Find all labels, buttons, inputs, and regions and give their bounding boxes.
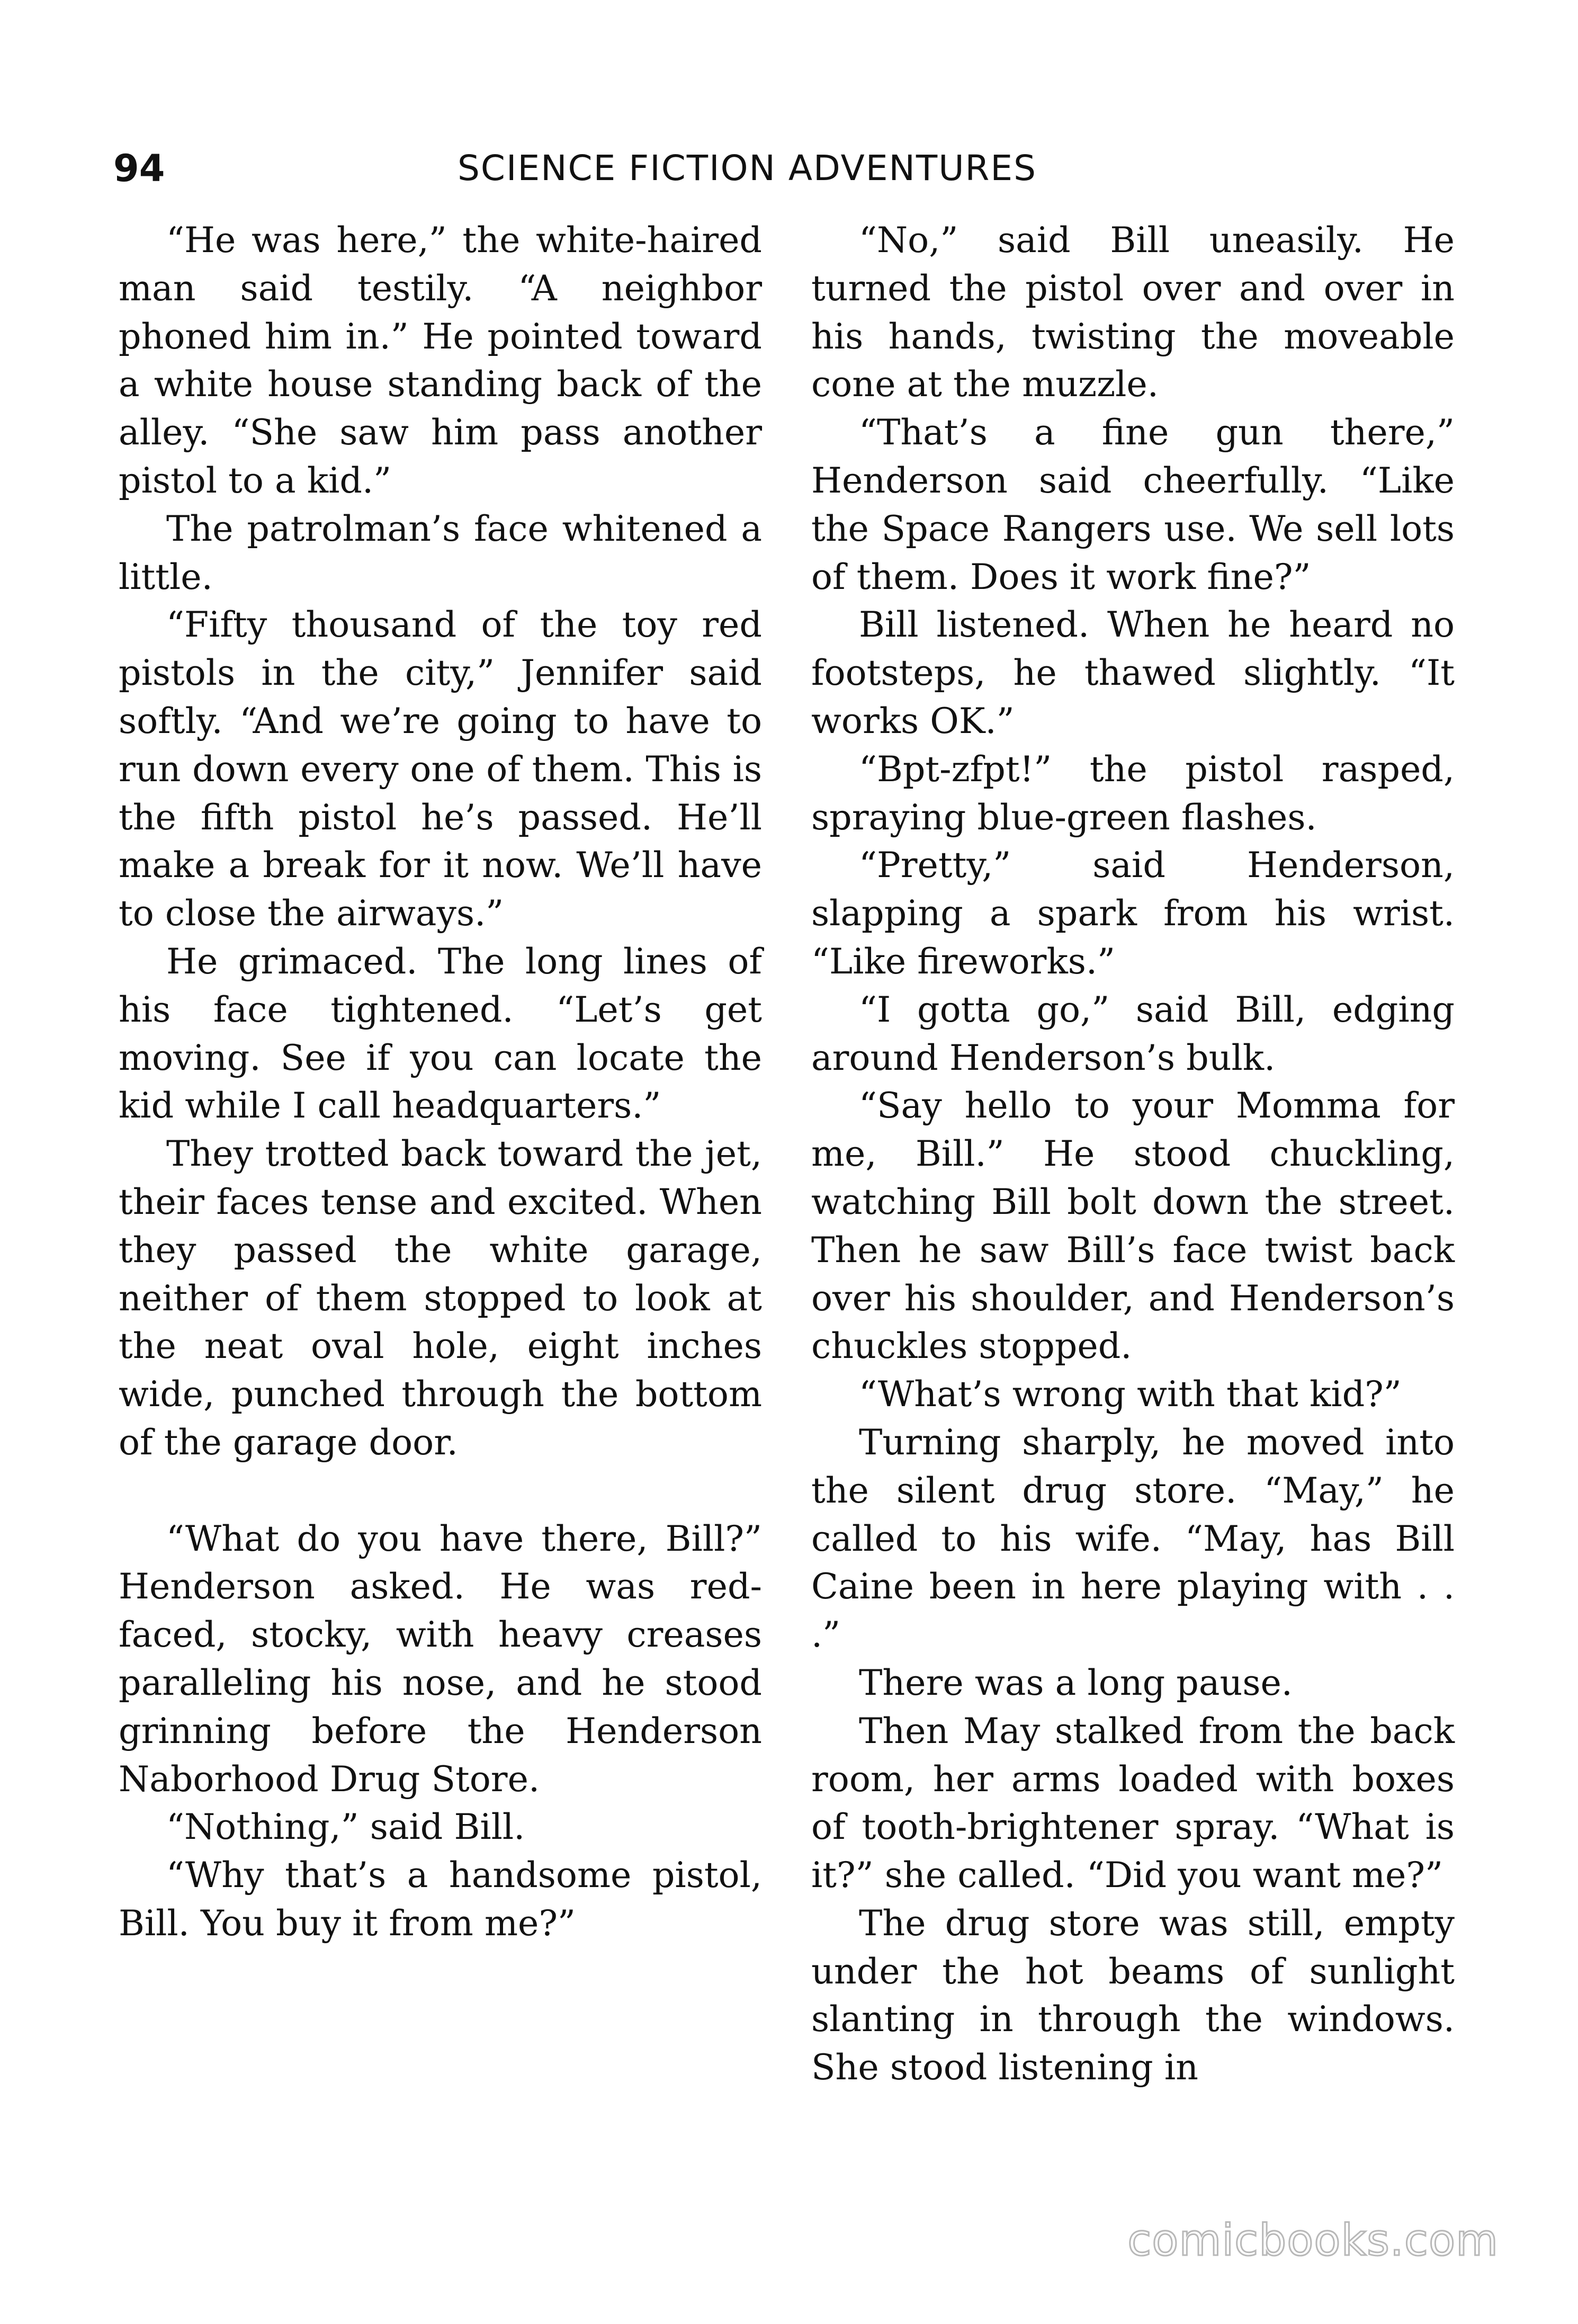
paragraph: Then May stalked from the back room, her arms loaded with boxes of tooth-brightener spray. “What is it?” she called. “Did you want me?”: [811, 1710, 1455, 1896]
paragraph: The drug store was still, empty under the hot beams of sunlight slanting in through the windows. She stood listening in: [811, 1902, 1455, 2088]
paragraph: “Say hello to your Momma for me, Bill.” He stood chuckling, watching Bill bolt down the street. Then he saw Bill’s face twist back over his shoulder, and Henderson’s chuckles stopped.: [811, 1085, 1455, 1367]
paragraph: “I gotta go,” said Bill, edging around Henderson’s bulk.: [811, 988, 1455, 1078]
running-title: SCIENCE FICTION ADVENTURES: [458, 148, 1037, 189]
paragraph: “Why that’s a handsome pistol, Bill. You buy it from me?”: [119, 1854, 762, 1944]
paragraph: “What do you have there, Bill?” Henderson asked. He was red-faced, stocky, with heavy creases paralleling his nose, and he stood grinning before the Henderson Naborhood Drug Store.: [119, 1517, 762, 1800]
paragraph: “Bpt-zfpt!” the pistol rasped, spraying blue-green flashes.: [811, 748, 1455, 838]
paragraph: Turning sharply, he moved into the silent drug store. “May,” he called to his wife. “May, has Bill Caine been in here playing with . . .”: [811, 1421, 1455, 1656]
site-watermark: comicbooks.com: [1127, 2215, 1499, 2266]
page-header: [113, 142, 1469, 205]
paragraph: “He was here,” the white-haired man said testily. “A neighbor phoned him in.” He pointed toward a white house standing back of the alley. “She saw him pass another pistol to a kid.”: [119, 219, 762, 501]
right-column: [811, 216, 1455, 2091]
paragraph: He grimaced. The long lines of his face tightened. “Let’s get moving. See if you can locate the kid while I call headquarters.”: [119, 940, 762, 1127]
paragraph: They trotted back toward the jet, their faces tense and excited. When they passed the white garage, neither of them stopped to look at the neat oval hole, eight inches wide, punched through the bottom of the garage door.: [119, 1133, 762, 1463]
paragraph: “Nothing,” said Bill.: [166, 1806, 525, 1848]
paragraph: The patrolman’s face whitened a little.: [119, 507, 762, 597]
paragraph: “No,” said Bill uneasily. He turned the pistol over and over in his hands, twisting the moveable cone at the muzzle.: [811, 219, 1455, 405]
paragraph: “Fifty thousand of the toy red pistols in the city,” Jennifer said softly. “And we’re going to have to run down every one of them. This is the fifth pistol he’s passed. He’ll make a break for it now. We’ll have to close the airways.”: [119, 604, 762, 934]
paragraph: Bill listened. When he heard no footsteps, he thawed slightly. “It works OK.”: [811, 604, 1455, 741]
paragraph: “What’s wrong with that kid?”: [859, 1373, 1402, 1415]
page-number: 94: [113, 147, 165, 190]
paragraph: “Pretty,” said Henderson, slapping a spark from his wrist. “Like fireworks.”: [811, 844, 1455, 982]
left-column: [119, 216, 762, 1947]
paragraph: “That’s a fine gun there,” Henderson said cheerfully. “Like the Space Rangers use. We sell lots of them. Does it work fine?”: [811, 412, 1455, 597]
paragraph: There was a long pause.: [859, 1661, 1293, 1703]
